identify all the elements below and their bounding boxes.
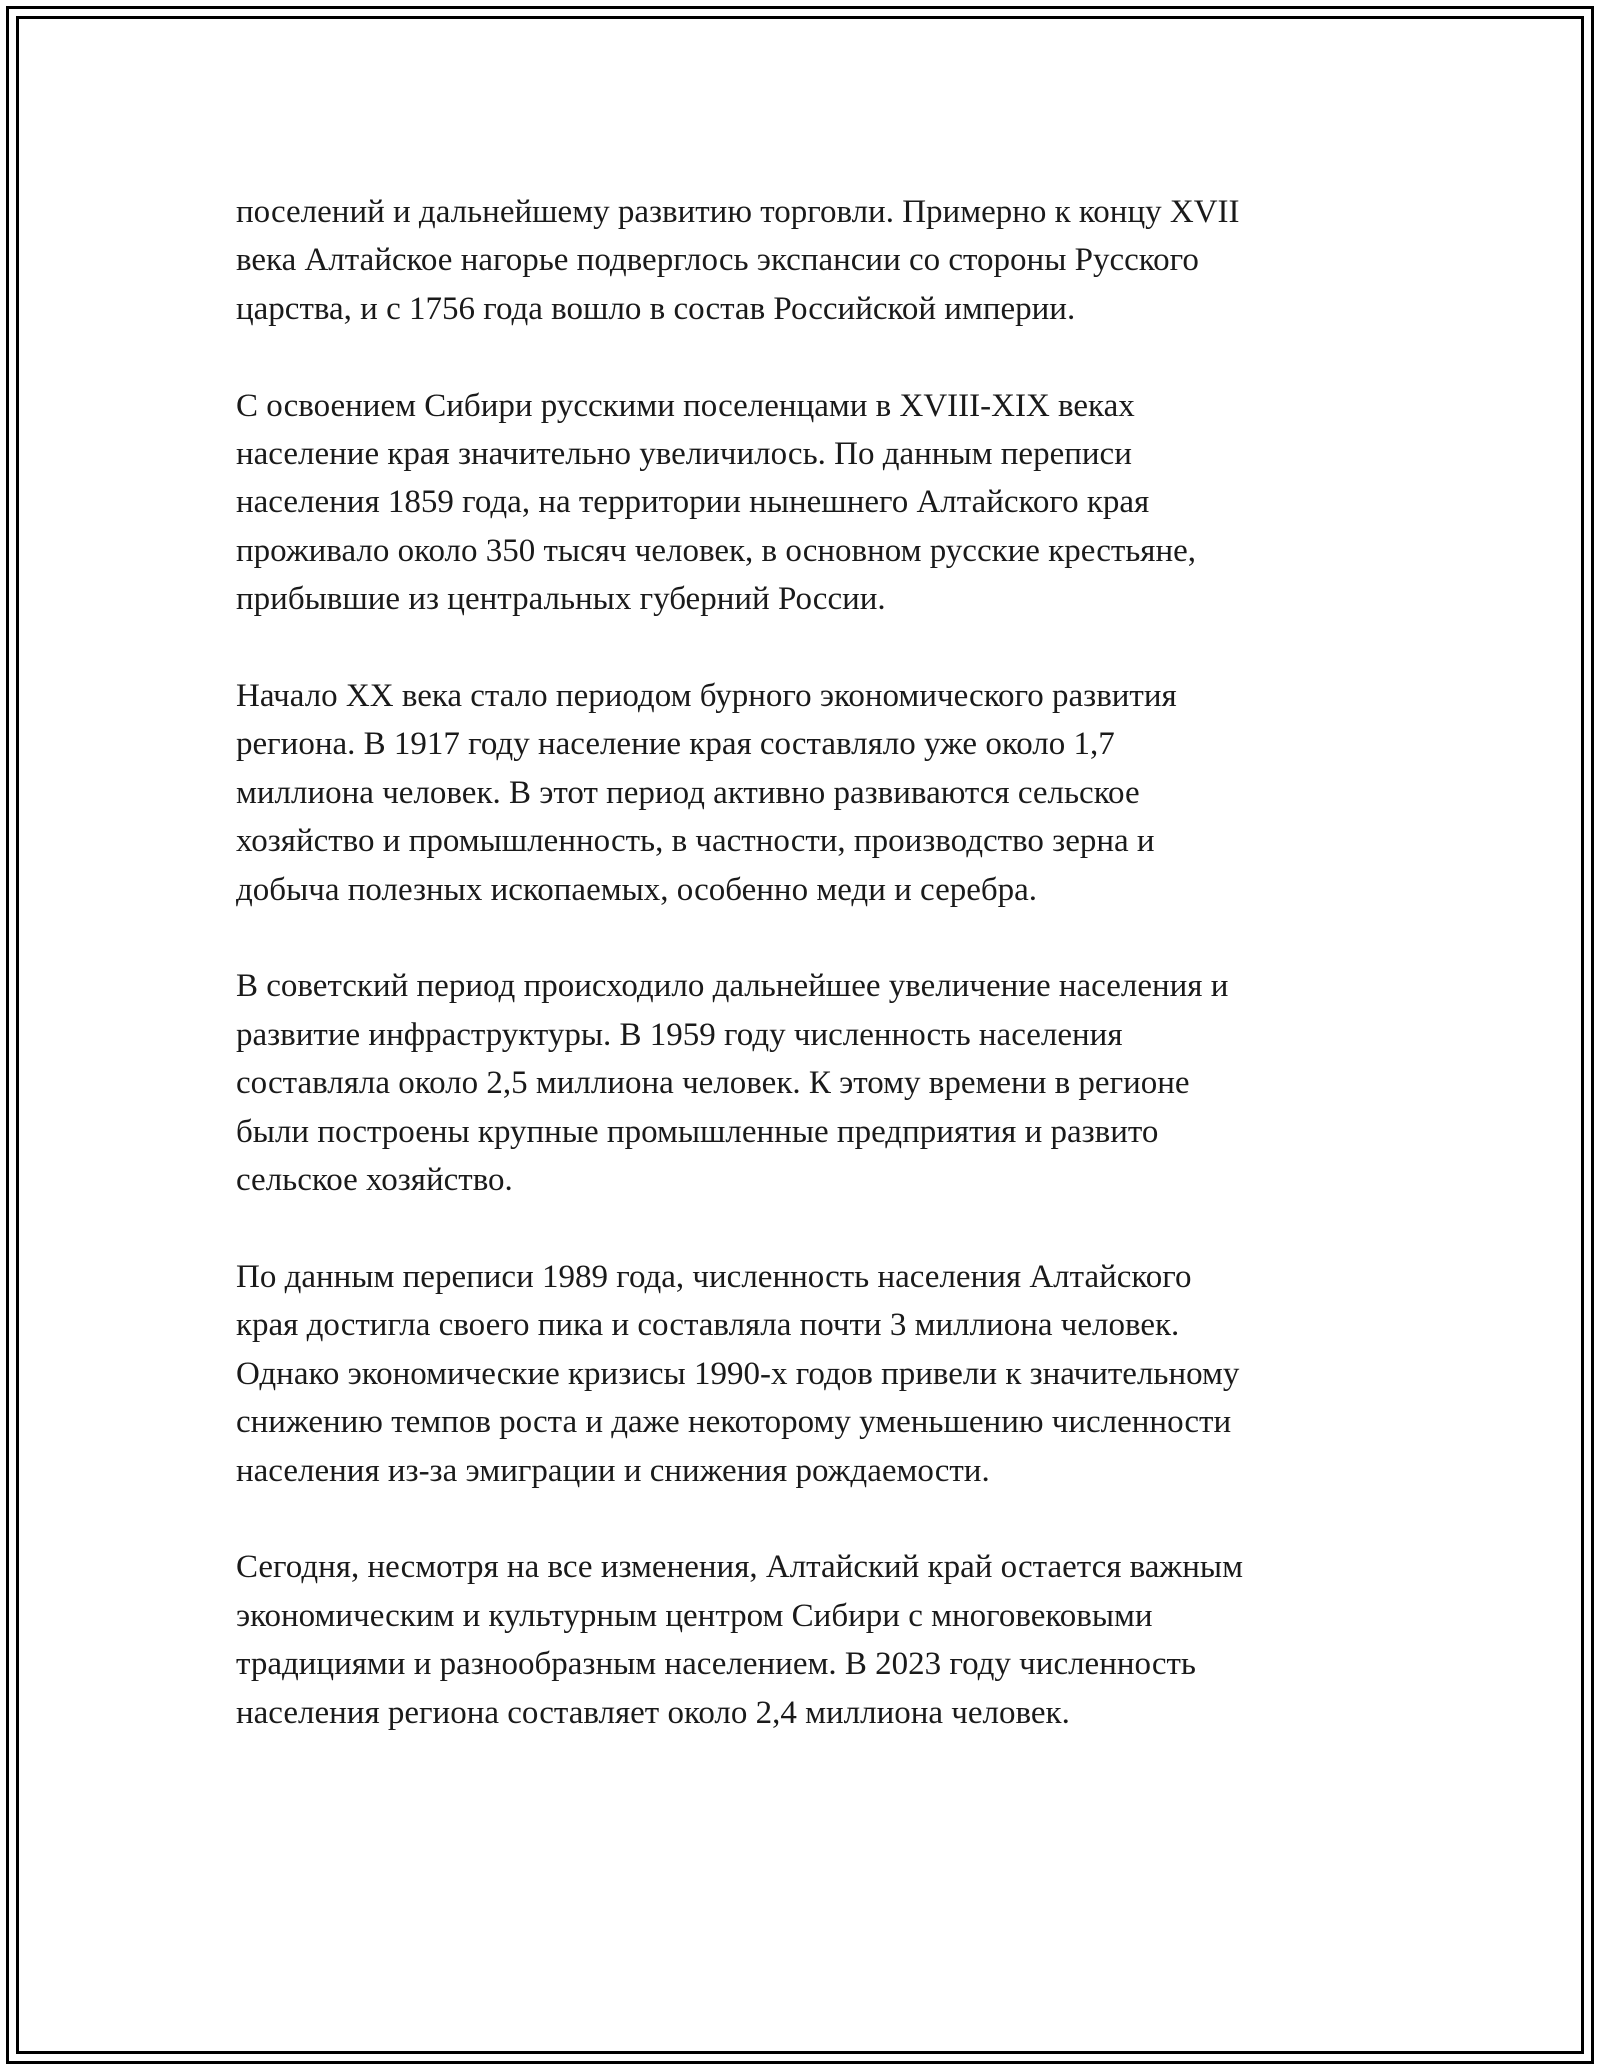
paragraph-1: поселений и дальнейшему развитию торговли. Примерно к концу XVII века Алтайское нагорье подверглось экспансии со стороны Русского царства, и с 1756 года вошло в состав Российской империи. (236, 194, 1240, 327)
document-body (236, 188, 1386, 1785)
paragraph-3: Начало XX века стало периодом бурного экономического развития региона. В 1917 году население края составляло уже около 1,7 миллиона человек. В этот период активно развиваются сельское хозяйство и промышленность, в частности, производство зерна и добыча полезных ископаемых, особенно меди и серебра. (236, 678, 1177, 908)
paragraph-2: С освоением Сибири русскими поселенцами в XVIII-XIX веках население края значительно увеличилось. По данным переписи населения 1859 года, на территории нынешнего Алтайского края проживало около 350 тысяч человек, в основном русские крестьяне, прибывшие из центральных губерний России. (236, 387, 1197, 618)
paragraph-6: Сегодня, несмотря на все изменения, Алтайский край остается важным экономическим и культурным центром Сибири с многовековыми традициями и разнообразным населением. В 2023 году численность населения региона составляет около 2,4 миллиона человек. (236, 1549, 1243, 1731)
paragraph-5: По данным переписи 1989 года, численность населения Алтайского края достигла своего пика и составляла почти 3 миллиона человек. Однако экономические кризисы 1990-х годов привели к значительному снижению темпов роста и даже некоторому уменьшению численности населения из-за эмиграции и снижения рождаемости. (236, 1258, 1240, 1489)
paragraph-4: В советский период происходило дальнейшее увеличение населения и развитие инфраструктуры. В 1959 году численность населения составляла около 2,5 миллиона человек. К этому времени в регионе были построены крупные промышленные предприятия и развито сельское хозяйство. (236, 968, 1229, 1199)
